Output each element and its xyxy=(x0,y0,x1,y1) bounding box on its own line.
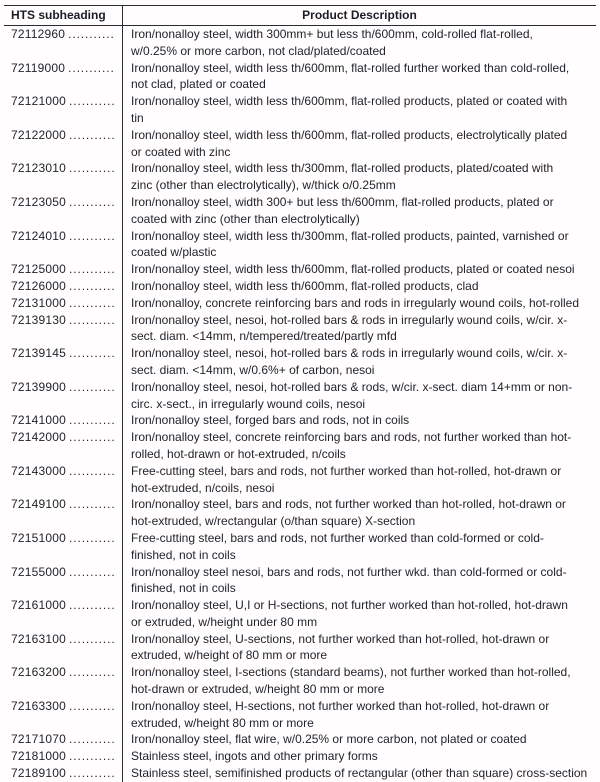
description-line: hot-drawn or extruded, w/height 80 mm or more xyxy=(131,682,385,697)
description-line: Stainless steel, semifinished products of rectangular (other than square) cross-section xyxy=(131,766,588,781)
description-line: Iron/nonalloy steel, width less th/600mm, flat-rolled products, plated or coated nesoi xyxy=(131,262,575,277)
header-product-description: Product Description xyxy=(123,6,597,26)
description-line: Stainless steel, ingots and other primary forms xyxy=(131,749,378,764)
dot-leader: ........... xyxy=(69,749,116,764)
description-line: Iron/nonalloy steel, U,I or H-sections, not further worked than hot-rolled, hot-drawn xyxy=(131,598,568,613)
dot-leader: ........... xyxy=(69,295,116,310)
hts-subheading-cell xyxy=(4,597,123,631)
hts-subheading-cell xyxy=(4,312,123,346)
table-body xyxy=(4,26,596,782)
hts-code: 72119000 xyxy=(11,60,66,75)
description-line: Iron/nonalloy steel, width 300mm+ but less th/600mm, cold-rolled flat-rolled, xyxy=(131,27,533,41)
hts-code: 72139130 xyxy=(11,312,66,327)
hts-code: 72143000 xyxy=(11,463,66,478)
description-line: Iron/nonalloy steel, width less th/600mm, flat-rolled further worked than cold-rolled, xyxy=(131,60,570,75)
dot-leader: ........... xyxy=(69,228,116,243)
hts-subheading-cell xyxy=(4,698,123,732)
hts-subheading-cell xyxy=(4,345,123,379)
hts-code: 72125000 xyxy=(11,262,66,277)
dot-leader: ........... xyxy=(69,262,116,277)
table-row xyxy=(4,60,596,94)
product-description-cell xyxy=(123,412,597,429)
hts-code: 72163300 xyxy=(11,698,66,713)
description-line: extruded, w/height of 80 mm or more xyxy=(131,648,328,663)
header-hts-subheading: HTS subheading xyxy=(4,6,123,26)
hts-code: 72155000 xyxy=(11,564,66,579)
dot-leader: ........... xyxy=(69,766,116,781)
hts-subheading-cell xyxy=(4,748,123,765)
hts-code: 72126000 xyxy=(11,278,66,293)
description-line: Iron/nonalloy, concrete reinforcing bars and rods in irregularly wound coils, hot-rolled xyxy=(131,295,580,310)
hts-code: 72123050 xyxy=(11,194,66,209)
table-row xyxy=(4,312,596,346)
product-description-cell xyxy=(123,597,597,631)
dot-leader: ........... xyxy=(69,463,116,478)
table-row xyxy=(4,731,596,748)
description-line: Iron/nonalloy steel, width less th/600mm, flat-rolled products, electrolytically plated xyxy=(131,127,568,142)
hts-code: 72121000 xyxy=(11,94,66,109)
table-row xyxy=(4,530,596,564)
description-line: zinc (other than electrolytically), w/thick o/0.25mm xyxy=(131,178,396,193)
table-row xyxy=(4,463,596,497)
description-line: Iron/nonalloy steel, I-sections (standard beams), not further worked than hot-rolled, xyxy=(131,665,571,680)
description-line: Iron/nonalloy steel, nesoi, hot-rolled bars & rods, w/cir. x-sect. diam 14+mm or non- xyxy=(131,379,573,394)
hts-subheading-cell xyxy=(4,463,123,497)
hts-code: 72189100 xyxy=(11,766,66,781)
table-row xyxy=(4,496,596,530)
hts-code: 72142000 xyxy=(11,430,66,445)
hts-subheading-cell xyxy=(4,496,123,530)
dot-leader: ........... xyxy=(69,564,116,579)
product-description-cell xyxy=(123,345,597,379)
product-description-cell xyxy=(123,748,597,765)
description-line: Iron/nonalloy steel, forged bars and rods, not in coils xyxy=(131,413,410,428)
table-row xyxy=(4,631,596,665)
description-line: Iron/nonalloy steel, flat wire, w/0.25% or more carbon, not plated or coated xyxy=(131,732,527,747)
description-line: Iron/nonalloy steel, H-sections, not further worked than hot-rolled, hot-drawn or xyxy=(131,698,550,713)
dot-leader: ........... xyxy=(69,312,116,327)
hts-code: 72131000 xyxy=(11,295,66,310)
product-description-cell xyxy=(123,530,597,564)
table-row xyxy=(4,345,596,379)
product-description-cell xyxy=(123,26,597,60)
product-description-cell xyxy=(123,312,597,346)
description-line: rolled, hot-drawn or hot-extruded, n/coils xyxy=(131,446,346,461)
dot-leader: ........... xyxy=(69,530,116,545)
hts-subheading-cell xyxy=(4,261,123,278)
table-row xyxy=(4,26,596,60)
description-line: Free-cutting steel, bars and rods, not further worked than hot-rolled, hot-drawn or xyxy=(131,463,562,478)
hts-subheading-cell xyxy=(4,26,123,60)
description-line: circ. x-sect., in irregularly wound coils, nesoi xyxy=(131,396,366,411)
hts-code: 72163200 xyxy=(11,665,66,680)
product-description-cell xyxy=(123,60,597,94)
hts-subheading-cell xyxy=(4,295,123,312)
description-line: or coated with zinc xyxy=(131,144,231,159)
dot-leader: ........... xyxy=(69,413,116,428)
product-description-cell xyxy=(123,698,597,732)
table-row xyxy=(4,698,596,732)
product-description-cell xyxy=(123,93,597,127)
dot-leader: ........... xyxy=(69,598,116,613)
dot-leader: ........... xyxy=(69,127,116,142)
hts-subheading-cell xyxy=(4,731,123,748)
dot-leader: ........... xyxy=(69,631,116,646)
hts-subheading-cell xyxy=(4,564,123,598)
description-line: tin xyxy=(131,110,144,125)
description-line: or extruded, w/height under 80 mm xyxy=(131,614,318,629)
hts-table xyxy=(4,5,596,782)
description-line: coated w/plastic xyxy=(131,245,217,260)
table-row xyxy=(4,228,596,262)
hts-subheading-cell xyxy=(4,412,123,429)
dot-leader: ........... xyxy=(68,27,115,41)
hts-code: 72124010 xyxy=(11,228,66,243)
hts-subheading-cell xyxy=(4,379,123,413)
hts-subheading-cell xyxy=(4,127,123,161)
dot-leader: ........... xyxy=(68,60,115,75)
product-description-cell xyxy=(123,765,597,782)
description-line: finished, not in coils xyxy=(131,547,236,562)
dot-leader: ........... xyxy=(69,94,116,109)
table-row xyxy=(4,160,596,194)
description-line: w/0.25% or more carbon, not clad/plated/coated xyxy=(131,43,386,58)
description-line: Free-cutting steel, bars and rods, not further worked than cold-formed or cold- xyxy=(131,530,544,545)
product-description-cell xyxy=(123,261,597,278)
hts-code: 72181000 xyxy=(11,749,66,764)
hts-subheading-cell xyxy=(4,194,123,228)
dot-leader: ........... xyxy=(69,194,116,209)
dot-leader: ........... xyxy=(69,698,116,713)
table-row xyxy=(4,295,596,312)
dot-leader: ........... xyxy=(69,497,116,512)
table-row xyxy=(4,194,596,228)
hts-subheading-cell xyxy=(4,60,123,94)
table-row xyxy=(4,429,596,463)
table-row xyxy=(4,564,596,598)
table-row xyxy=(4,278,596,295)
hts-code: 72112960 xyxy=(11,27,66,41)
description-line: sect. diam. <14mm, w/0.6%+ of carbon, nesoi xyxy=(131,362,375,377)
dot-leader: ........... xyxy=(69,430,116,445)
hts-code: 72139145 xyxy=(11,346,66,361)
hts-code: 72149100 xyxy=(11,497,66,512)
dot-leader: ........... xyxy=(69,161,116,176)
table-row xyxy=(4,127,596,161)
dot-leader: ........... xyxy=(69,732,116,747)
product-description-cell xyxy=(123,194,597,228)
product-description-cell xyxy=(123,278,597,295)
description-line: Iron/nonalloy steel, width less th/300mm, flat-rolled products, painted, varnished or xyxy=(131,228,569,243)
hts-subheading-cell xyxy=(4,228,123,262)
hts-code: 72163100 xyxy=(11,631,66,646)
hts-subheading-cell xyxy=(4,664,123,698)
product-description-cell xyxy=(123,463,597,497)
table-row xyxy=(4,379,596,413)
product-description-cell xyxy=(123,731,597,748)
description-line: Iron/nonalloy steel, width less th/600mm, flat-rolled products, clad xyxy=(131,278,479,293)
hts-subheading-cell xyxy=(4,765,123,782)
description-line: Iron/nonalloy steel, bars and rods, not further worked than hot-rolled, hot-drawn or xyxy=(131,497,566,512)
hts-code: 72139900 xyxy=(11,379,66,394)
hts-code: 72141000 xyxy=(11,413,66,428)
description-line: Iron/nonalloy steel, nesoi, hot-rolled bars & rods in irregularly wound coils, w/cir. x- xyxy=(131,312,568,327)
description-line: hot-extruded, n/coils, nesoi xyxy=(131,480,275,495)
description-line: Iron/nonalloy steel nesoi, bars and rods, not further wkd. than cold-formed or cold- xyxy=(131,564,567,579)
hts-subheading-cell xyxy=(4,160,123,194)
table-row xyxy=(4,93,596,127)
description-line: coated with zinc (other than electrolytically) xyxy=(131,211,360,226)
description-line: hot-extruded, w/rectangular (o/than square) X-section xyxy=(131,514,416,529)
description-line: Iron/nonalloy steel, width 300+ but less th/600mm, flat-rolled products, plated or xyxy=(131,194,554,209)
product-description-cell xyxy=(123,664,597,698)
hts-subheading-cell xyxy=(4,631,123,665)
product-description-cell xyxy=(123,228,597,262)
table-row xyxy=(4,261,596,278)
hts-subheading-cell xyxy=(4,530,123,564)
product-description-cell xyxy=(123,496,597,530)
description-line: finished, not in coils xyxy=(131,581,236,596)
hts-code: 72171070 xyxy=(11,732,66,747)
hts-code: 72123010 xyxy=(11,161,66,176)
dot-leader: ........... xyxy=(69,379,116,394)
table-row xyxy=(4,664,596,698)
description-line: not clad, plated or coated xyxy=(131,77,266,92)
description-line: sect. diam. <14mm, n/tempered/treated/partly mfd xyxy=(131,329,397,344)
table-row xyxy=(4,765,596,782)
product-description-cell xyxy=(123,631,597,665)
hts-code: 72151000 xyxy=(11,530,66,545)
dot-leader: ........... xyxy=(69,278,116,293)
hts-subheading-cell xyxy=(4,429,123,463)
description-line: extruded, w/height 80 mm or more xyxy=(131,715,314,730)
description-line: Iron/nonalloy steel, U-sections, not further worked than hot-rolled, hot-drawn or xyxy=(131,631,550,646)
description-line: Iron/nonalloy steel, nesoi, hot-rolled bars & rods in irregularly wound coils, w/cir. x- xyxy=(131,346,568,361)
dot-leader: ........... xyxy=(69,346,116,361)
hts-code: 72122000 xyxy=(11,127,66,142)
description-line: Iron/nonalloy steel, concrete reinforcing bars and rods, not further worked than hot- xyxy=(131,430,572,445)
product-description-cell xyxy=(123,295,597,312)
hts-code: 72161000 xyxy=(11,598,66,613)
hts-subheading-cell xyxy=(4,93,123,127)
product-description-cell xyxy=(123,160,597,194)
product-description-cell xyxy=(123,379,597,413)
product-description-cell xyxy=(123,429,597,463)
description-line: Iron/nonalloy steel, width less th/600mm, flat-rolled products, plated or coated with xyxy=(131,94,568,109)
header-row xyxy=(4,6,596,26)
hts-subheading-cell xyxy=(4,278,123,295)
description-line: Iron/nonalloy steel, width less th/300mm, flat-rolled products, plated/coated with xyxy=(131,161,554,176)
table-row xyxy=(4,412,596,429)
product-description-cell xyxy=(123,127,597,161)
dot-leader: ........... xyxy=(69,665,116,680)
table-row xyxy=(4,748,596,765)
table-row xyxy=(4,597,596,631)
product-description-cell xyxy=(123,564,597,598)
